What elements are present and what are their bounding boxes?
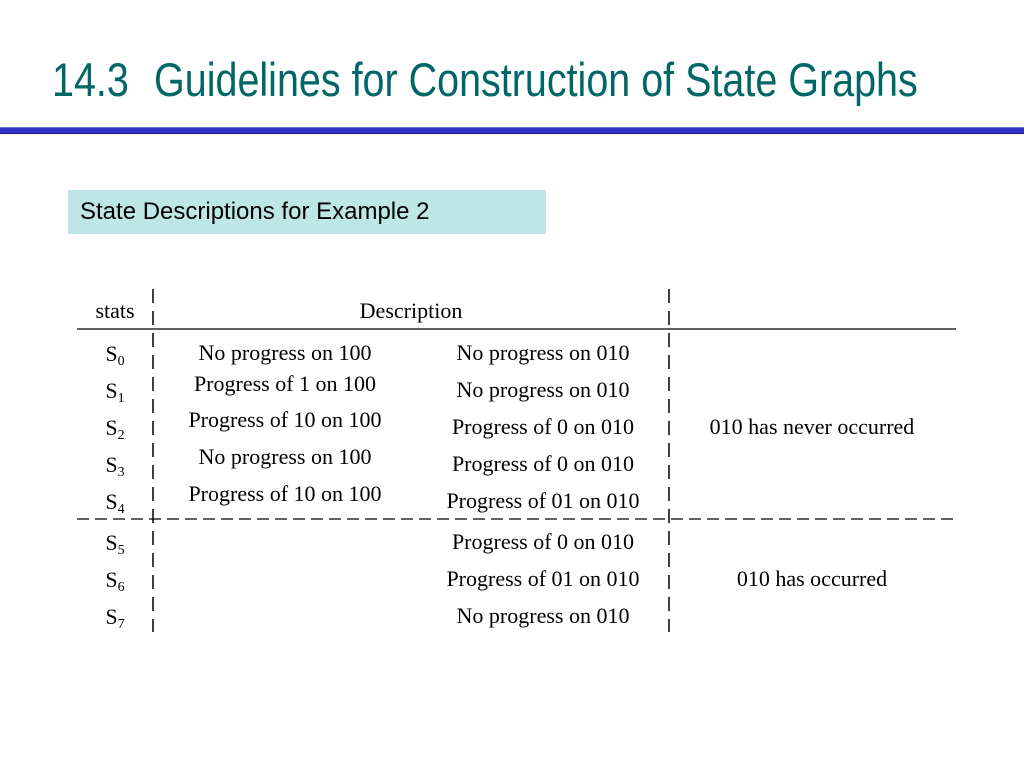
table-caption: State Descriptions for Example 2 bbox=[68, 190, 546, 234]
desc-010-cell: No progress on 010 bbox=[456, 377, 630, 402]
group-note-never-occurred: 010 has never occurred bbox=[709, 414, 915, 439]
state-cell: $S_6$ bbox=[105, 567, 125, 595]
header-states: stats bbox=[95, 298, 135, 323]
desc-010-cell: Progress of 0 on 010 bbox=[451, 414, 635, 439]
state-cell: $S_3$ bbox=[105, 452, 125, 480]
desc-100-cell: No progress on 100 bbox=[198, 444, 372, 469]
desc-100-cell: Progress of 10 on 100 bbox=[188, 407, 382, 432]
desc-010-cell: Progress of 01 on 010 bbox=[446, 566, 640, 591]
group-note-occurred: 010 has occurred bbox=[736, 566, 888, 591]
section-number: 14.3 bbox=[52, 53, 129, 106]
desc-100-cell: No progress on 100 bbox=[198, 340, 372, 365]
title-text: Guidelines for Construction of State Graphs bbox=[154, 53, 918, 106]
desc-010-cell: Progress of 0 on 010 bbox=[451, 451, 635, 476]
state-cell: $S_2$ bbox=[105, 415, 125, 443]
state-cell: $S_1$ bbox=[105, 378, 125, 406]
desc-010-cell: No progress on 010 bbox=[456, 340, 630, 365]
state-cell: $S_5$ bbox=[105, 530, 125, 558]
desc-010-cell: Progress of 0 on 010 bbox=[451, 529, 635, 554]
header-description: Description bbox=[359, 298, 463, 323]
state-cell: $S_0$ bbox=[105, 341, 125, 369]
desc-010-cell: Progress of 01 on 010 bbox=[446, 488, 640, 513]
desc-100-cell: Progress of 10 on 100 bbox=[188, 481, 382, 506]
state-cell: $S_7$ bbox=[105, 604, 125, 632]
state-cell: $S_4$ bbox=[105, 489, 125, 517]
desc-010-cell: No progress on 010 bbox=[456, 603, 630, 628]
desc-100-cell: Progress of 1 on 100 bbox=[193, 371, 377, 396]
